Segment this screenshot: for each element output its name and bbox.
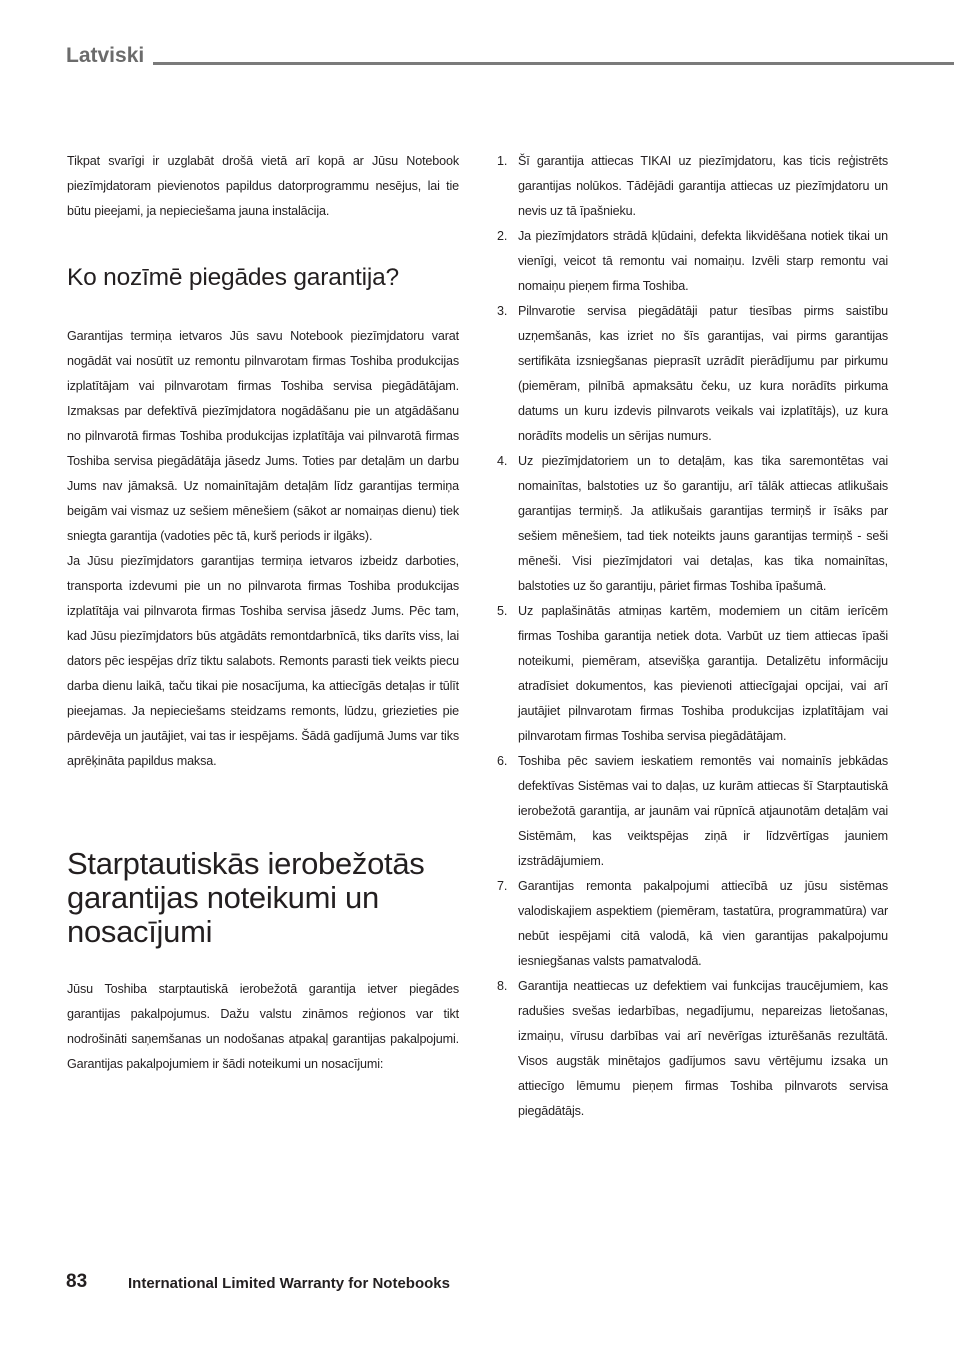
item-number: 6. (497, 754, 508, 768)
item-number: 4. (497, 454, 508, 468)
terms-intro-paragraph: Jūsu Toshiba starptautiskā ierobežotā garantija ietver piegādes garantijas pakalpojumus. Dažu valstu zināmos reģionos var tikt nodrošināti saņemšanas un nodošanas atpakaļ garantijas pakalpojumi. Garantijas pakalpojumiem ir šādi noteikumi un nosacījumi: (67, 982, 459, 1071)
heading-terms-conditions: Starptautiskās ierobežotās garantijas noteikumi un nosacījumi (67, 846, 425, 949)
page-number: 83 (66, 1271, 88, 1292)
terms-list (497, 149, 888, 1124)
list-item (497, 599, 888, 749)
list-item (497, 974, 888, 1124)
list-item (497, 749, 888, 874)
list-item (497, 224, 888, 299)
intro-block (67, 149, 459, 224)
item-text: Toshiba pēc saviem ieskatiem remontēs vai nomainīs jebkādas defektīvas Sistēmas vai to daļas, uz kurām attiecas šī Starptautiskā ierobežotā garantija, ar jaunām vai rūpnīcā atjaunotām detaļām vai Sistēmām, kas veiktspējas ziņā ir līdzvērtīgas jauniem izstrādājumiem. (518, 754, 888, 868)
item-text: Pilnvarotie servisa piegādātāji patur tiesības pirms saistību uzņemšanās, kas izriet no šīs garantijas, vai pirms garantijas sertifikāta izsniegšanas pieprasīt uzrādīt pierādījumu par pirkumu (piemēram, pilnībā apmaksātu čeku, uz kura norādīts pirkuma datums un kuru izdevis pilnvarots veikals vai izplatītājs), uz kura norādīts modelis un sērijas numurs. (518, 304, 888, 443)
item-text: Uz piezīmjdatoriem un to detaļām, kas tika saremontētas vai nomainītas, balstoties uz šo garantiju, arī tālāk attiecas atlikušais garantijas termiņš. Ja atlikušais garantijas termiņš ir īsāks par sešiem mēnešiem, tad tiek noteikts jauns garantijas termiņš - seši mēneši. Visi piezīmjdatori vai detaļas, kas tika nomainītas, balstoties uz šo garantiju, pāriet firmas Toshiba īpašumā. (518, 454, 888, 593)
item-number: 7. (497, 879, 508, 893)
item-number: 1. (497, 154, 508, 168)
footer-title: International Limited Warranty for Notebooks (128, 1275, 450, 1292)
delivery-paragraph-2: Ja Jūsu piezīmjdators garantijas termiņa ietvaros izbeidz darboties, transporta izdevumi pie un no pilnvarota firmas Toshiba produkcijas izplatītāja vai pilnvarota firmas Toshiba servisa jāsedz Jums. Pēc tam, kad Jūsu piezīmjdators būs atgādāts remontdarbnīcā, tiks darīts viss, lai dators pēc iespējas drīz tiktu salabots. Remonts parasti tiek veikts piecu darba dienu laikā, taču tikai pie nosacījuma, ka attiecīgās detaļas ir tūlīt pieejamas. Ja nepieciešams steidzams remonts, lūdzu, griezieties pie pārdevēja un jautājiet, vai tas ir iespējams. Šādā gadījumā Jums var tiks aprēķināta papildus maksa. (67, 554, 459, 768)
item-number: 8. (497, 979, 508, 993)
list-item (497, 149, 888, 224)
item-number: 3. (497, 304, 508, 318)
item-number: 5. (497, 604, 508, 618)
list-item (497, 874, 888, 974)
terms-intro-block (67, 977, 459, 1077)
delivery-warranty-block (67, 324, 459, 774)
item-text: Šī garantija attiecas TIKAI uz piezīmjdatoru, kas ticis reģistrēts garantijas nolūkos. Tādējādi garantija attiecas uz piezīmjdatoru un nevis uz tā īpašnieku. (518, 154, 888, 218)
list-item (497, 299, 888, 449)
heading-delivery-warranty: Ko nozīmē piegādes garantija? (67, 264, 399, 291)
item-text: Ja piezīmjdators strādā kļūdaini, defekta likvidēšana notiek tikai un vienīgi, veicot tā remontu vai nomaiņu. Izvēli starp remontu vai nomaiņu pieņem firma Toshiba. (518, 229, 888, 293)
intro-paragraph: Tikpat svarīgi ir uzglabāt drošā vietā arī kopā ar Jūsu Notebook piezīmjdatoram pievienotos papildus datorprogrammu nesējus, lai tie būtu pieejami, ja nepieciešama jauna instalācija. (67, 154, 459, 218)
item-number: 2. (497, 229, 508, 243)
list-item (497, 449, 888, 599)
section-language-label: Latviski (66, 44, 145, 67)
delivery-paragraph-1: Garantijas termiņa ietvaros Jūs savu Notebook piezīmjdatoru varat nogādāt vai nosūtīt uz remontu pilnvarotam firmas Toshiba produkcijas izplatītājam vai pilnvarotam firmas Toshiba servisa piegādātājam. Izmaksas par defektīvā piezīmjdatora nogādāšanu pie un atgādāšanu no pilnvarotā firmas Toshiba produkcijas izplatītāja vai pilnvarotā firmas Toshiba servisa piegādātāja jāsedz Jums. Toties par detaļām un darbu Jums nav jāmaksā. Uz nomainītajām detaļām līdz garantijas termiņa beigām vai vismaz uz sešiem mēnešiem (sākot ar nomaiņas dienu) tiek sniegta garantija (vadoties pēc tā, kurš periods ir ilgāks). (67, 329, 459, 543)
header-rule (153, 62, 954, 65)
item-text: Garantija neattiecas uz defektiem vai funkcijas traucējumiem, kas radušies svešas iedarbības, negadījumu, nepareizas lietošanas, izmaiņu, vīrusu darbības vai arī nevērīgas izturēšanās rezultātā. Visos augstāk minētajos gadījumos savu vērtējumu izsaka un attiecīgo lēmumu pieņem firmas Toshiba pilnvarots servisa piegādātājs. (518, 979, 888, 1118)
item-text: Uz paplašinātās atmiņas kartēm, modemiem un citām ierīcēm firmas Toshiba garantija netiek dota. Varbūt uz tiem attiecas īpaši noteikumi, piemēram, atsevišķa garantija. Detalizētu informāciju atradīsiet dokumentos, kas pievienoti attiecīgajai opcijai, vai arī jautājiet pilnvarotam firmas Toshiba produkcijas izplatītājam vai pilnvarotam firmas Toshiba servisa piegādātājam. (518, 604, 888, 743)
item-text: Garantijas remonta pakalpojumi attiecībā uz jūsu sistēmas valodiskajiem aspektiem (piemēram, tastatūra, programmatūra) var nebūt iespējami citā valodā, kā vien garantijas pakalpojumu iesniegšanas valsts pamatvalodā. (518, 879, 888, 968)
